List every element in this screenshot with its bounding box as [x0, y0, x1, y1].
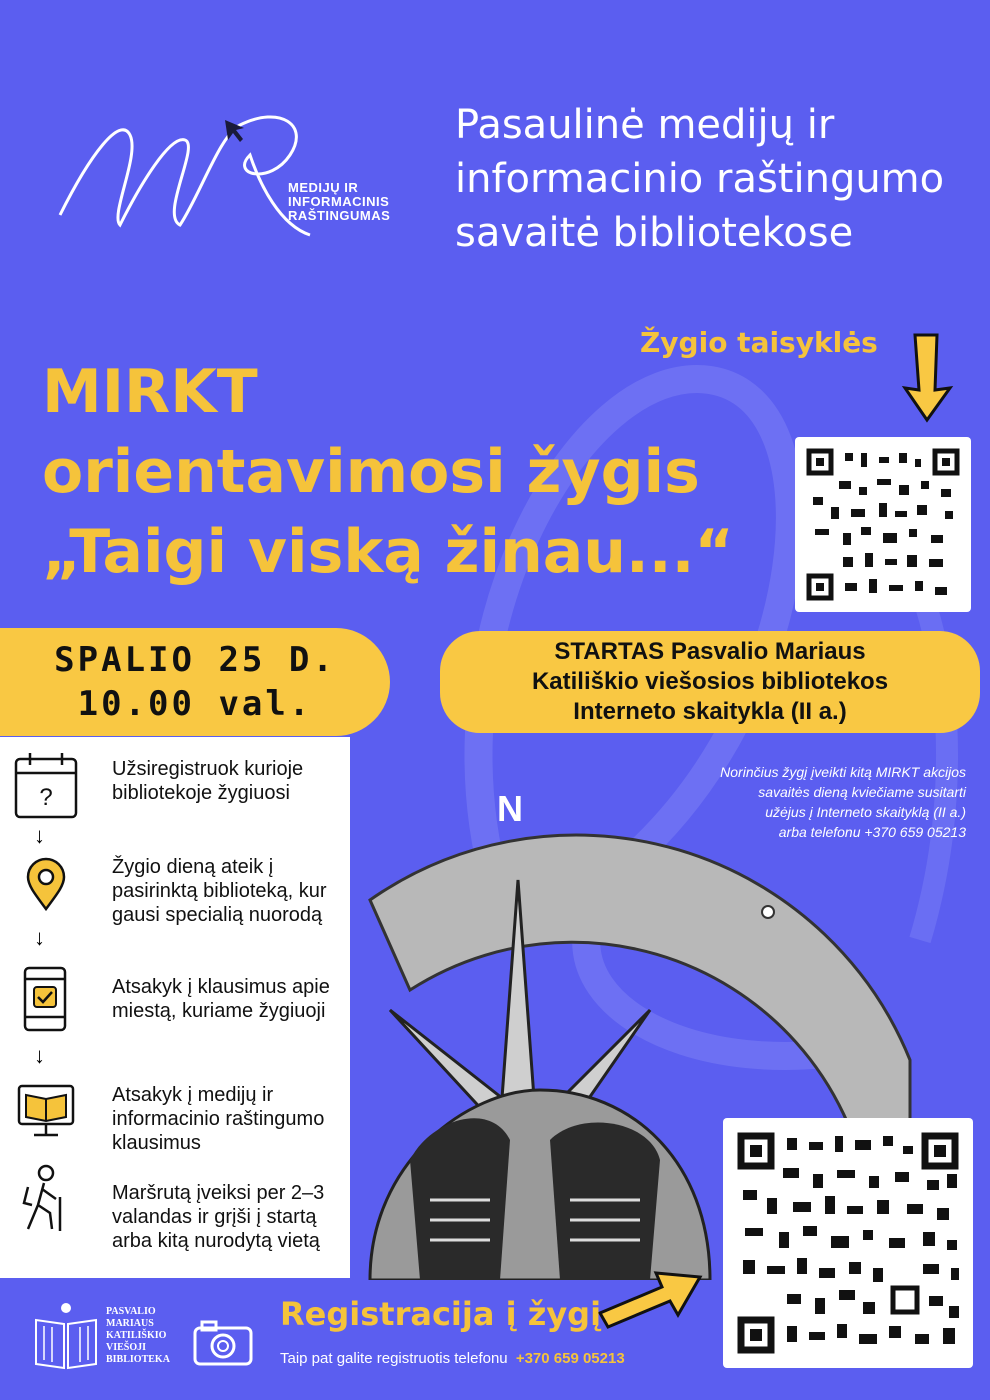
step-2-text: Žygio dieną ateik į pasirinktą biblioteką, kur gausi specialią nuorodą	[112, 856, 327, 926]
library-line-3: KATILIŠKIO	[106, 1330, 167, 1341]
header-line-1: Pasaulinė medijų ir	[455, 102, 835, 148]
date-time: 10.00 val.	[77, 684, 313, 724]
date-pill	[0, 628, 390, 736]
registration-title: Registracija į žygį	[280, 1295, 602, 1333]
registration-subtitle	[280, 1350, 625, 1367]
library-line-5: BIBLIOTEKA	[106, 1354, 170, 1365]
logo-line-1: MEDIJŲ IR	[288, 180, 359, 195]
start-line-3: Interneto skaitykla (II a.)	[573, 698, 847, 725]
arrow-right-icon	[592, 1255, 712, 1335]
steps-panel	[0, 737, 350, 1278]
step-4-text: Atsakyk į medijų ir informacinio raštingumo klausimus	[112, 1084, 325, 1154]
start-line-2: Katiliškio viešosios bibliotekos	[531, 668, 889, 695]
note-line-3: užėjus į Interneto skaityklą (II a.)	[765, 804, 966, 820]
event-line-2: orientavimosi žygis	[42, 437, 700, 507]
header-title	[455, 98, 944, 260]
camera-icon	[192, 1318, 254, 1368]
logo-text	[288, 181, 390, 223]
rules-label: Žygio taisyklės	[640, 326, 878, 359]
note-line-1: Norinčius žygį įveikti kitą MIRKT akcijos	[720, 764, 966, 780]
library-logo	[30, 1300, 190, 1380]
step-arrow-2: ↓	[34, 925, 45, 950]
step-3-text: Atsakyk į klausimus apie miestą, kuriame žygiuoji	[112, 976, 330, 1022]
note-line-2: savaitės dieną kviečiame susitarti	[758, 784, 966, 800]
registration-phone[interactable]: +370 659 05213	[515, 1350, 625, 1367]
book-screen-icon	[16, 1083, 76, 1139]
library-line-1: PASVALIO	[106, 1306, 156, 1317]
step-5-text: Maršrutą įveiksi per 2–3 valandas ir grįši į startą arba kitą nurodytą vietą	[112, 1182, 325, 1252]
arrow-down-icon	[895, 330, 955, 425]
event-line-3: „Taigi viską žinau...“	[42, 517, 734, 587]
step-arrow-1: ↓	[34, 823, 45, 848]
registration-subtitle-text: Taip pat galite registruotis telefonu	[280, 1350, 508, 1367]
step-1-text: Užsiregistruok kurioje bibliotekoje žygiuosi	[112, 758, 304, 804]
header-line-2: informacinio raštingumo	[455, 156, 945, 202]
qr-pattern-large	[723, 1118, 973, 1368]
mir-logo	[50, 95, 430, 255]
registration-qr-code[interactable]	[723, 1118, 973, 1368]
rules-qr-code[interactable]	[795, 437, 971, 612]
event-line-1: MIRKT	[42, 357, 258, 427]
qr-pattern	[795, 437, 971, 612]
library-book-icon	[30, 1300, 102, 1372]
hiker-icon	[16, 1163, 70, 1235]
logo-line-3: RAŠTINGUMAS	[288, 208, 391, 223]
logo-line-2: INFORMACINIS	[288, 194, 390, 209]
library-logo-text	[106, 1306, 170, 1366]
calendar-question-icon	[12, 751, 82, 823]
compass-north-letter: N	[497, 788, 523, 829]
start-line-1: STARTAS Pasvalio Mariaus	[554, 638, 866, 665]
library-line-4: VIEŠOJI	[106, 1342, 147, 1353]
phone-check-icon	[22, 965, 68, 1033]
start-pill	[440, 631, 980, 733]
step-arrow-3: ↓	[34, 1043, 45, 1068]
location-pin-icon	[24, 857, 68, 913]
header-line-3: savaitė bibliotekose	[455, 210, 854, 256]
event-title	[42, 352, 734, 592]
library-line-2: MARIAUS	[106, 1318, 154, 1329]
note-line-4: arba telefonu +370 659 05213	[778, 824, 966, 840]
svg-text:?: ?	[39, 784, 53, 811]
date-day: SPALIO 25 D.	[54, 640, 336, 680]
